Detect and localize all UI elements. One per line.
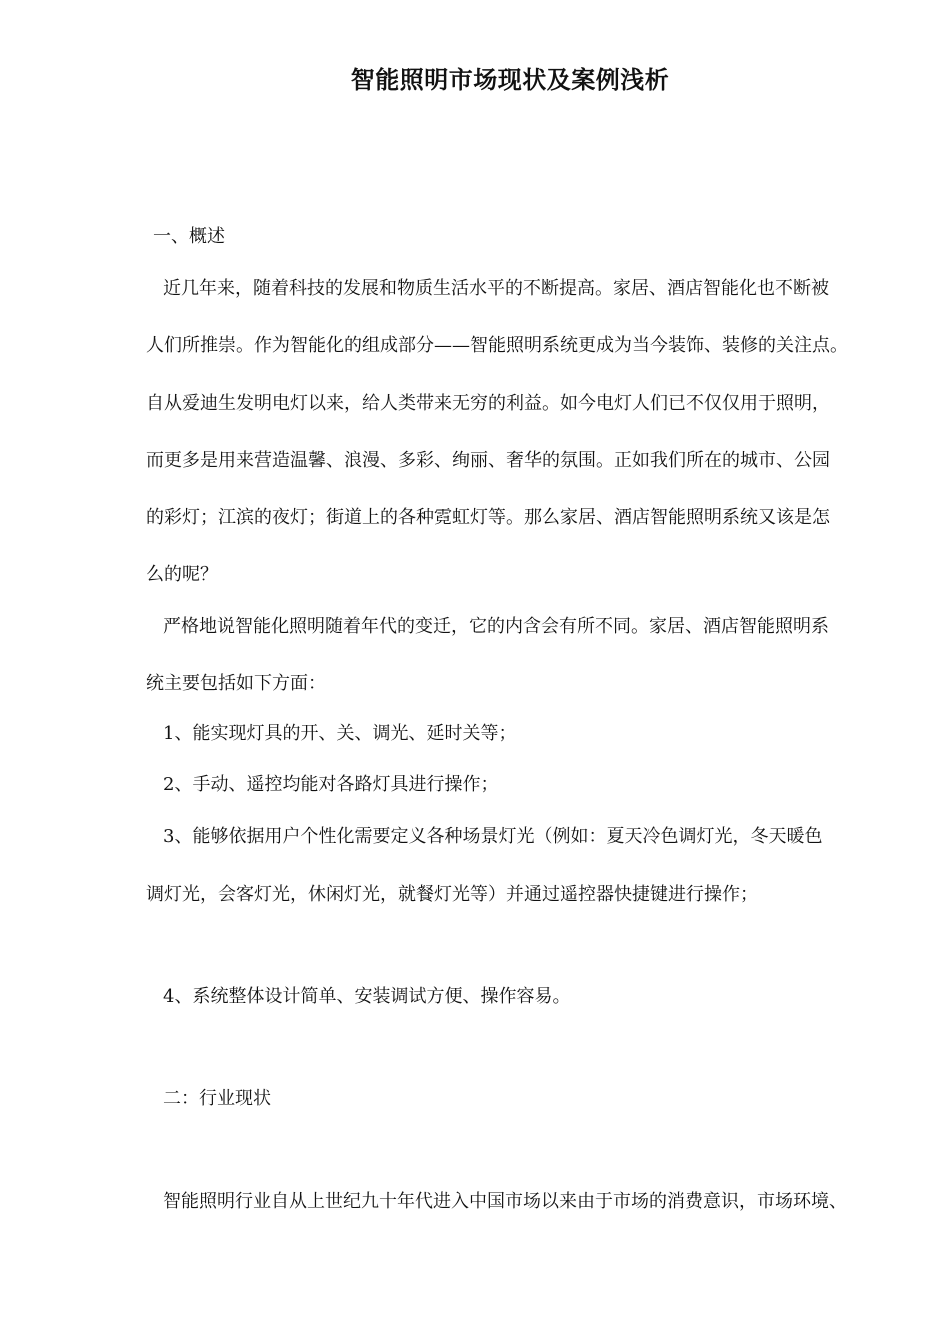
- list-item: 4、系统整体设计简单、安装调试方便、操作容易。: [163, 986, 571, 1007]
- paragraph-line: 而更多是用来营造温馨、浪漫、多彩、绚丽、奢华的氛围。正如我们所在的城市、公园: [146, 450, 830, 471]
- paragraph-line: 智能照明行业自从上世纪九十年代进入中国市场以来由于市场的消费意识，市场环境、: [163, 1191, 847, 1212]
- list-item: 3、能够依据用户个性化需要定义各种场景灯光（例如：夏天冷色调灯光，冬天暖色: [163, 826, 823, 847]
- paragraph-line: 的彩灯；江滨的夜灯；街道上的各种霓虹灯等。那么家居、酒店智能照明系统又该是怎: [146, 507, 830, 528]
- section-heading-overview: 一、概述: [153, 226, 225, 247]
- list-item: 1、能实现灯具的开、关、调光、延时关等；: [163, 723, 517, 744]
- list-item: 2、手动、遥控均能对各路灯具进行操作；: [163, 774, 499, 795]
- document-title: 智能照明市场现状及案例浅析: [350, 65, 670, 94]
- paragraph-line: 么的呢？: [146, 564, 218, 585]
- section-heading-industry: 二：行业现状: [163, 1088, 271, 1109]
- paragraph-line: 统主要包括如下方面：: [146, 673, 326, 694]
- paragraph-line: 严格地说智能化照明随着年代的变迁，它的内含会有所不同。家居、酒店智能照明系: [163, 616, 829, 637]
- paragraph-line: 人们所推崇。作为智能化的组成部分——智能照明系统更成为当今装饰、装修的关注点。: [146, 335, 848, 356]
- paragraph-line: 近几年来，随着科技的发展和物质生活水平的不断提高。家居、酒店智能化也不断被: [163, 278, 829, 299]
- paragraph-line: 自从爱迪生发明电灯以来，给人类带来无穷的利益。如今电灯人们已不仅仅用于照明，: [146, 393, 830, 414]
- list-item-continuation: 调灯光，会客灯光，休闲灯光，就餐灯光等）并通过遥控器快捷键进行操作；: [146, 884, 758, 905]
